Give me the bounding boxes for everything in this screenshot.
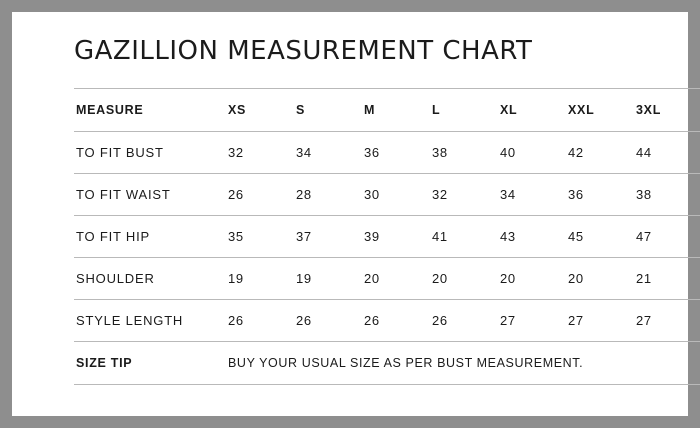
cell-value: 43 [500,216,568,258]
cell-value: 20 [432,258,500,300]
table-header-row [74,89,700,132]
chart-content [74,36,662,385]
table-row [74,216,700,258]
page-title: GAZILLION MEASUREMENT CHART [74,36,533,66]
cell-value: 38 [636,174,700,216]
cell-value: 30 [364,174,432,216]
column-header-xxl: XXL [568,89,636,132]
column-header-measure: MEASURE [74,89,228,132]
cell-value: 19 [296,258,364,300]
row-label: SHOULDER [74,258,228,300]
table-row [74,174,700,216]
size-tip-label: SIZE TIP [74,342,228,385]
cell-value: 26 [364,300,432,342]
cell-value: 35 [228,216,296,258]
cell-value: 26 [432,300,500,342]
cell-value: 39 [364,216,432,258]
cell-value: 47 [636,216,700,258]
cell-value: 21 [636,258,700,300]
cell-value: 32 [432,174,500,216]
cell-value: 19 [228,258,296,300]
cell-value: 41 [432,216,500,258]
cell-value: 26 [296,300,364,342]
cell-value: 20 [568,258,636,300]
cell-value: 20 [364,258,432,300]
row-label: TO FIT BUST [74,132,228,174]
column-header-3xl: 3XL [636,89,700,132]
cell-value: 42 [568,132,636,174]
table-header [74,89,700,132]
row-label: TO FIT HIP [74,216,228,258]
column-header-xl: XL [500,89,568,132]
size-tip-text: BUY YOUR USUAL SIZE AS PER BUST MEASUREMENT. [228,342,700,385]
cell-value: 38 [432,132,500,174]
table-row [74,132,700,174]
chart-page [12,12,688,416]
size-tip-row [74,342,700,385]
cell-value: 44 [636,132,700,174]
table-row [74,258,700,300]
cell-value: 45 [568,216,636,258]
table-row [74,300,700,342]
cell-value: 27 [500,300,568,342]
column-header-s: S [296,89,364,132]
cell-value: 36 [568,174,636,216]
cell-value: 36 [364,132,432,174]
cell-value: 40 [500,132,568,174]
column-header-m: M [364,89,432,132]
cell-value: 26 [228,300,296,342]
cell-value: 34 [296,132,364,174]
cell-value: 34 [500,174,568,216]
cell-value: 20 [500,258,568,300]
cell-value: 28 [296,174,364,216]
column-header-l: L [432,89,500,132]
table-body [74,132,700,385]
measurement-table [74,88,700,385]
cell-value: 37 [296,216,364,258]
cell-value: 27 [568,300,636,342]
cell-value: 32 [228,132,296,174]
cell-value: 26 [228,174,296,216]
cell-value: 27 [636,300,700,342]
row-label: STYLE LENGTH [74,300,228,342]
column-header-xs: XS [228,89,296,132]
row-label: TO FIT WAIST [74,174,228,216]
